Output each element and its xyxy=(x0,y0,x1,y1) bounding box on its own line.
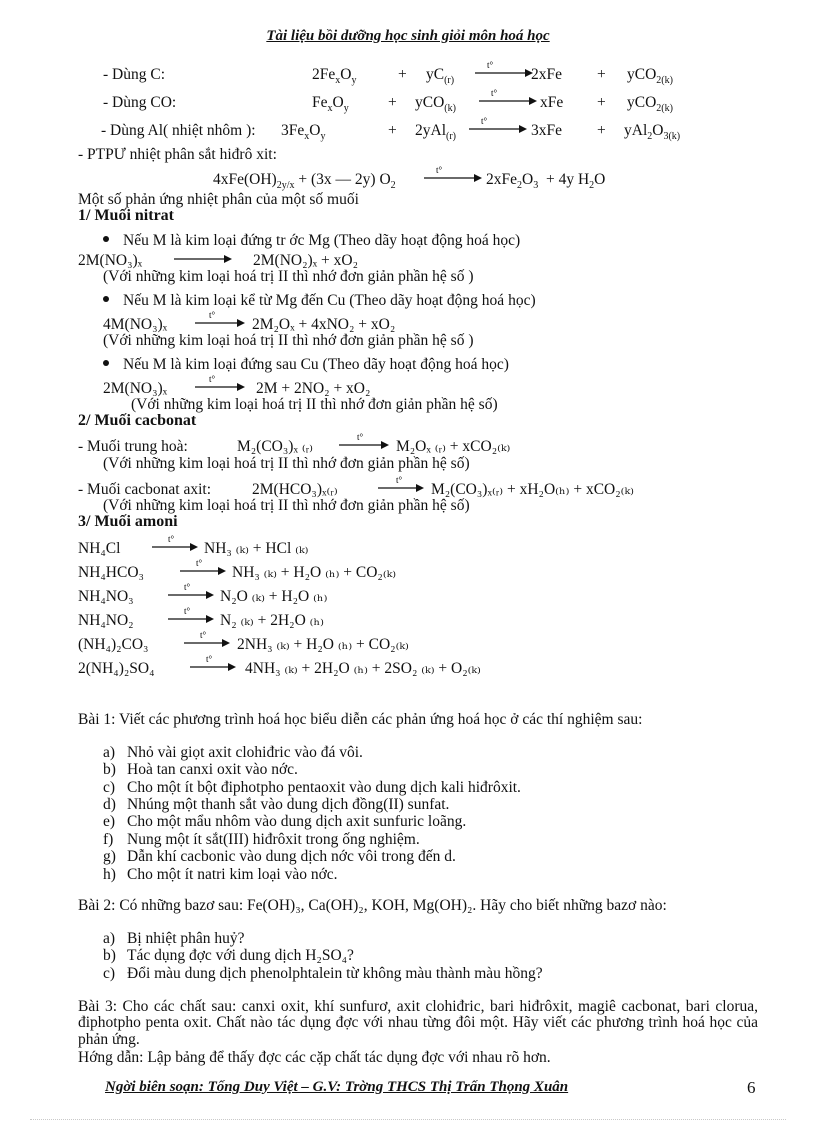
arrow-icon xyxy=(150,534,198,559)
arrow-icon xyxy=(182,630,230,655)
svg-text:t°: t° xyxy=(200,630,207,640)
svg-text:t°: t° xyxy=(357,432,364,442)
reduce-eq-al: $3Fe_xO_y$ xyxy=(281,122,326,143)
svg-text:t°: t° xyxy=(168,534,175,544)
arrow-icon xyxy=(166,606,214,631)
svg-text:t°: t° xyxy=(491,88,498,98)
list-item: a) Nhỏ vài giọt axit clohiđric vào đá vôi. xyxy=(103,744,363,761)
hydroxide-label: - PTPƯ nhiệt phân sắt hiđrô xit: xyxy=(78,146,277,163)
page-number: 6 xyxy=(747,1078,756,1097)
hydroxide-equation: $4xFe(OH)_{2y/x} + (3x$ — 2y) $O_2$ xyxy=(213,171,396,192)
arrow-icon xyxy=(166,582,214,607)
svg-text:t°: t° xyxy=(481,116,488,126)
arrow-icon xyxy=(473,60,533,85)
exercise-3-prompt: Bài 3: Cho các chất sau: canxi oxit, khí sunfurơ, axit clohiđric, bari hiđrôxit, magiê cacbonat, bari clorua, điphotpho penta oxit. Chất nào tác dụng đợc với nhau từng đôi một. Hãy viết các phương trình hoá học của phản ứng. xyxy=(78,998,758,1048)
footer-author: Ngời biên soạn: Tống Duy Việt – G.V: Trờng THCS Thị Trấn Thọng Xuân xyxy=(105,1079,569,1095)
reduce-eq-co: $Fe_xO_y$ xyxy=(312,94,349,115)
exercise-1-list xyxy=(103,744,521,883)
section-cacbonat-title: 2/ Muối cacbonat xyxy=(78,412,197,429)
svg-text:t°: t° xyxy=(209,310,216,320)
svg-text:t°: t° xyxy=(196,558,203,568)
intro-line: Một số phản ứng nhiệt phân của một số muối xyxy=(78,191,359,208)
section-nitrat-title: 1/ Muối nitrat xyxy=(78,207,174,224)
arrow-icon xyxy=(337,432,389,457)
list-item: c) Đổi màu dung dịch phenolphtalein từ không màu thành màu hồng? xyxy=(103,964,543,982)
arrow-icon xyxy=(477,88,537,113)
bullet-1: Nếu M là kim loại đứng tr ớc Mg (Theo dãy hoạt động hoá học) xyxy=(103,232,520,250)
list-item: g) Dẫn khí cacbonic vào dung dịch nớc vôi trong đến d. xyxy=(103,848,456,866)
list-item: e) Cho một mẩu nhôm vào dung dịch axit sunfuric loãng. xyxy=(103,813,467,831)
reduce-label-c: - Dùng C: xyxy=(103,66,165,83)
svg-text:t°: t° xyxy=(184,606,191,616)
svg-text:t°: t° xyxy=(396,475,403,485)
svg-text:t°: t° xyxy=(487,60,494,70)
exercise-1-prompt: Bài 1: Viết các phương trình hoá học biểu diễn các phản ứng hoá học ở các thí nghiệm sau: xyxy=(78,711,643,728)
arrow-icon xyxy=(188,654,236,679)
list-item: a) Bị nhiệt phân huỷ? xyxy=(103,930,245,947)
svg-text:t°: t° xyxy=(209,374,216,384)
reduce-label-al: - Dùng Al( nhiệt nhôm ): xyxy=(101,122,256,139)
svg-text:t°: t° xyxy=(206,654,213,664)
list-item: d) Nhúng một thanh sắt vào dung dịch đồng(II) sunfat. xyxy=(103,796,450,814)
bullet-2: Nếu M là kim loại kể từ Mg đến Cu (Theo dãy hoạt động hoá học) xyxy=(103,292,536,310)
reduce-eq-c: $2Fe_xO_y$ xyxy=(312,66,357,87)
list-item: f) Nung một ít sắt(III) hiđrôxit trong ống nghiệm. xyxy=(103,830,420,848)
exercise-3-hint: Hớng dẫn: Lập bảng để thấy đợc các cặp chất tác dụng đợc với nhau rõ hơn. xyxy=(78,1049,551,1066)
bottom-divider xyxy=(30,1119,786,1120)
list-item: h) Cho một ít natri kim loại vào nớc. xyxy=(103,865,338,883)
arrow-icon xyxy=(178,558,226,583)
list-item: b) Tác dụng đợc với dung dịch H₂SO₄? xyxy=(103,947,354,965)
exercise-2-list xyxy=(103,930,543,982)
list-item: b) Hoà tan canxi oxit vào nớc. xyxy=(103,761,298,779)
arrow-icon xyxy=(422,165,482,190)
page-header: Tài liệu bồi dưỡng học sinh giỏi môn hoá học xyxy=(266,28,550,44)
exercise-2-prompt: Bài 2: Có những bazơ sau: Fe(OH)₃, Ca(OH)₂, KOH, Mg(OH)₂. Hãy cho biết những bazơ nào: xyxy=(78,897,667,914)
svg-text:t°: t° xyxy=(436,165,443,175)
reduce-label-co: - Dùng CO: xyxy=(103,94,177,111)
svg-text:t°: t° xyxy=(184,582,191,592)
list-item: c) Cho một ít bột điphotpho pentaoxit vào dung dịch kali hiđrôxit. xyxy=(103,778,521,796)
arrow-icon xyxy=(467,116,527,141)
section-amoni-title: 3/ Muối amoni xyxy=(78,513,178,530)
bullet-3: Nếu M là kim loại đứng sau Cu (Theo dãy hoạt động hoá học) xyxy=(103,356,509,374)
